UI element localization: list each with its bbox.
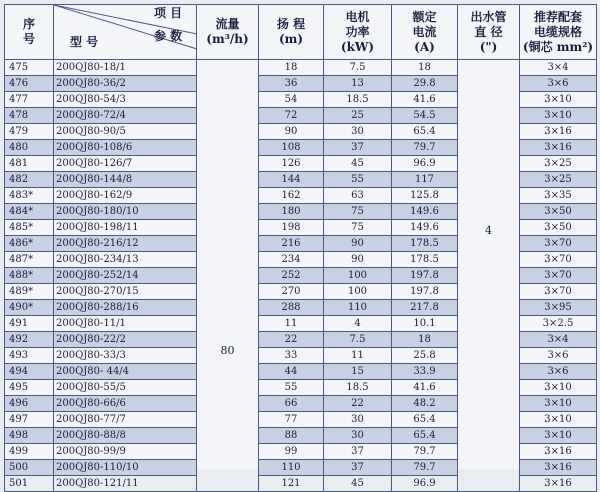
cell-seq-no: 492 [5, 332, 54, 348]
cell-cable-spec: 3×10 [520, 380, 597, 396]
cell-rated-current: 25.8 [392, 348, 458, 364]
cell-seq-no: 498 [5, 428, 54, 444]
cell-rated-current: 18 [392, 60, 458, 76]
cell-cable-spec: 3×70 [520, 252, 597, 268]
header-model-param [54, 5, 197, 60]
cell-rated-current: 65.4 [392, 124, 458, 140]
cell-rated-current: 197.8 [392, 284, 458, 300]
cell-head: 11 [259, 316, 324, 332]
cell-motor-power: 18.5 [324, 92, 392, 108]
cell-head: 18 [259, 60, 324, 76]
cell-motor-power: 7.5 [324, 60, 392, 76]
cell-cable-spec: 3×50 [520, 220, 597, 236]
cell-cable-spec: 3×25 [520, 156, 597, 172]
cell-head: 66 [259, 396, 324, 412]
cell-cable-spec: 3×16 [520, 140, 597, 156]
cell-model: 200QJ80-72/4 [54, 108, 197, 124]
cell-model: 200QJ80-66/6 [54, 396, 197, 412]
cell-head: 88 [259, 428, 324, 444]
header-flow: 流量 (m³/h) [197, 5, 259, 60]
cell-head: 55 [259, 380, 324, 396]
cell-seq-no: 495 [5, 380, 54, 396]
cell-cable-spec: 3×16 [520, 124, 597, 140]
cell-model: 200QJ80-108/6 [54, 140, 197, 156]
cell-model: 200QJ80-22/2 [54, 332, 197, 348]
cell-seq-no: 482 [5, 172, 54, 188]
cell-seq-no: 494 [5, 364, 54, 380]
cell-seq-no: 500 [5, 460, 54, 476]
cell-model: 200QJ80-216/12 [54, 236, 197, 252]
cell-head: 90 [259, 124, 324, 140]
cell-cable-spec: 3×70 [520, 236, 597, 252]
cell-rated-current: 79.7 [392, 444, 458, 460]
cell-motor-power: 13 [324, 76, 392, 92]
cell-flow-shared: 80 [197, 60, 259, 492]
cell-seq-no: 486* [5, 236, 54, 252]
header-param: 参 数 [154, 29, 183, 43]
cell-head: 99 [259, 444, 324, 460]
header-motor-power: 电机 功率 (kW) [324, 5, 392, 60]
cell-motor-power: 75 [324, 204, 392, 220]
cell-motor-power: 25 [324, 108, 392, 124]
cell-rated-current: 117 [392, 172, 458, 188]
cell-model: 200QJ80-162/9 [54, 188, 197, 204]
cell-head: 44 [259, 364, 324, 380]
cell-motor-power: 55 [324, 172, 392, 188]
cell-cable-spec: 3×16 [520, 460, 597, 476]
cell-seq-no: 487* [5, 252, 54, 268]
cell-head: 110 [259, 460, 324, 476]
cell-model: 200QJ80-252/14 [54, 268, 197, 284]
cell-model: 200QJ80-180/10 [54, 204, 197, 220]
cell-seq-no: 488* [5, 268, 54, 284]
cell-cable-spec: 3×16 [520, 444, 597, 460]
cell-motor-power: 90 [324, 236, 392, 252]
cell-seq-no: 490* [5, 300, 54, 316]
cell-model: 200QJ80-234/13 [54, 252, 197, 268]
cell-head: 108 [259, 140, 324, 156]
cell-seq-no: 489* [5, 284, 54, 300]
cell-seq-no: 497 [5, 412, 54, 428]
cell-head: 144 [259, 172, 324, 188]
cell-model: 200QJ80- 44/4 [54, 364, 197, 380]
header-rated-current: 额定 电流 (A) [392, 5, 458, 60]
cell-motor-power: 100 [324, 284, 392, 300]
header-outlet-diameter: 出水管 直 径 (") [458, 5, 520, 60]
cell-rated-current: 18 [392, 332, 458, 348]
cell-model: 200QJ80-288/16 [54, 300, 197, 316]
cell-seq-no: 481 [5, 156, 54, 172]
cell-seq-no: 478 [5, 108, 54, 124]
cell-model: 200QJ80-99/9 [54, 444, 197, 460]
table-row [5, 60, 597, 76]
cell-head: 288 [259, 300, 324, 316]
cell-cable-spec: 3×6 [520, 76, 597, 92]
cell-cable-spec: 3×35 [520, 188, 597, 204]
header-project: 项 目 [154, 6, 183, 20]
cell-head: 126 [259, 156, 324, 172]
cell-motor-power: 45 [324, 156, 392, 172]
cell-motor-power: 37 [324, 444, 392, 460]
cell-head: 270 [259, 284, 324, 300]
cell-motor-power: 75 [324, 220, 392, 236]
header-model: 型 号 [70, 35, 99, 49]
cell-model: 200QJ80-18/1 [54, 60, 197, 76]
cell-cable-spec: 3×10 [520, 428, 597, 444]
cell-head: 121 [259, 476, 324, 492]
cell-cable-spec: 3×95 [520, 300, 597, 316]
cell-head: 180 [259, 204, 324, 220]
cell-cable-spec: 3×4 [520, 60, 597, 76]
cell-cable-spec: 3×16 [520, 476, 597, 492]
cell-head: 36 [259, 76, 324, 92]
cell-motor-power: 37 [324, 460, 392, 476]
cell-rated-current: 178.5 [392, 252, 458, 268]
cell-cable-spec: 3×25 [520, 172, 597, 188]
cell-rated-current: 33.9 [392, 364, 458, 380]
cell-rated-current: 96.9 [392, 156, 458, 172]
cell-head: 22 [259, 332, 324, 348]
cell-model: 200QJ80-198/11 [54, 220, 197, 236]
cell-motor-power: 11 [324, 348, 392, 364]
cell-seq-no: 479 [5, 124, 54, 140]
cell-head: 198 [259, 220, 324, 236]
cell-head: 252 [259, 268, 324, 284]
cell-cable-spec: 3×6 [520, 364, 597, 380]
header-head: 扬 程 (m) [259, 5, 324, 60]
cell-rated-current: 41.6 [392, 380, 458, 396]
header-seq: 序 号 [5, 5, 54, 60]
cell-motor-power: 30 [324, 124, 392, 140]
cell-cable-spec: 3×10 [520, 108, 597, 124]
cell-seq-no: 485* [5, 220, 54, 236]
cell-head: 72 [259, 108, 324, 124]
cell-model: 200QJ80-110/10 [54, 460, 197, 476]
cell-seq-no: 476 [5, 76, 54, 92]
cell-cable-spec: 3×70 [520, 284, 597, 300]
cell-cable-spec: 3×10 [520, 396, 597, 412]
cell-cable-spec: 3×4 [520, 332, 597, 348]
cell-motor-power: 100 [324, 268, 392, 284]
cell-seq-no: 493 [5, 348, 54, 364]
cell-head: 33 [259, 348, 324, 364]
cell-rated-current: 29.8 [392, 76, 458, 92]
cell-head: 77 [259, 412, 324, 428]
cell-motor-power: 30 [324, 412, 392, 428]
cell-rated-current: 79.7 [392, 140, 458, 156]
cell-head: 234 [259, 252, 324, 268]
cell-model: 200QJ80-88/8 [54, 428, 197, 444]
cell-rated-current: 149.6 [392, 204, 458, 220]
cell-cable-spec: 3×10 [520, 412, 597, 428]
cell-motor-power: 22 [324, 396, 392, 412]
cell-motor-power: 7.5 [324, 332, 392, 348]
cell-seq-no: 491 [5, 316, 54, 332]
cell-seq-no: 484* [5, 204, 54, 220]
cell-model: 200QJ80-11/1 [54, 316, 197, 332]
cell-rated-current: 96.9 [392, 476, 458, 492]
cell-motor-power: 15 [324, 364, 392, 380]
cell-rated-current: 65.4 [392, 412, 458, 428]
header-cable-spec: 推荐配套 电缆规格 (铜芯 mm²) [520, 5, 597, 60]
cell-cable-spec: 3×50 [520, 204, 597, 220]
pump-spec-table [4, 4, 597, 492]
cell-motor-power: 30 [324, 428, 392, 444]
cell-seq-no: 496 [5, 396, 54, 412]
cell-motor-power: 110 [324, 300, 392, 316]
table-body [5, 60, 597, 492]
cell-outlet-shared: 4 [458, 60, 520, 492]
cell-head: 54 [259, 92, 324, 108]
cell-seq-no: 483* [5, 188, 54, 204]
cell-model: 200QJ80-54/3 [54, 92, 197, 108]
cell-model: 200QJ80-33/3 [54, 348, 197, 364]
cell-motor-power: 37 [324, 140, 392, 156]
cell-model: 200QJ80-126/7 [54, 156, 197, 172]
cell-rated-current: 65.4 [392, 428, 458, 444]
cell-model: 200QJ80-77/7 [54, 412, 197, 428]
cell-rated-current: 197.8 [392, 268, 458, 284]
cell-rated-current: 125.8 [392, 188, 458, 204]
cell-cable-spec: 3×2.5 [520, 316, 597, 332]
cell-rated-current: 54.5 [392, 108, 458, 124]
cell-head: 162 [259, 188, 324, 204]
cell-motor-power: 4 [324, 316, 392, 332]
cell-model: 200QJ80-55/5 [54, 380, 197, 396]
cell-head: 216 [259, 236, 324, 252]
cell-rated-current: 178.5 [392, 236, 458, 252]
cell-model: 200QJ80-36/2 [54, 76, 197, 92]
cell-seq-no: 477 [5, 92, 54, 108]
pump-spec-sheet [4, 4, 596, 489]
cell-rated-current: 79.7 [392, 460, 458, 476]
cell-model: 200QJ80-121/11 [54, 476, 197, 492]
cell-seq-no: 475 [5, 60, 54, 76]
cell-rated-current: 10.1 [392, 316, 458, 332]
cell-rated-current: 48.2 [392, 396, 458, 412]
cell-model: 200QJ80-270/15 [54, 284, 197, 300]
cell-model: 200QJ80-90/5 [54, 124, 197, 140]
cell-rated-current: 149.6 [392, 220, 458, 236]
cell-seq-no: 501 [5, 476, 54, 492]
cell-model: 200QJ80-144/8 [54, 172, 197, 188]
cell-motor-power: 90 [324, 252, 392, 268]
cell-motor-power: 63 [324, 188, 392, 204]
cell-motor-power: 18.5 [324, 380, 392, 396]
cell-cable-spec: 3×70 [520, 268, 597, 284]
cell-seq-no: 480 [5, 140, 54, 156]
cell-rated-current: 217.8 [392, 300, 458, 316]
table-header [5, 5, 597, 60]
cell-cable-spec: 3×6 [520, 348, 597, 364]
cell-seq-no: 499 [5, 444, 54, 460]
cell-motor-power: 45 [324, 476, 392, 492]
cell-cable-spec: 3×10 [520, 92, 597, 108]
cell-rated-current: 41.6 [392, 92, 458, 108]
